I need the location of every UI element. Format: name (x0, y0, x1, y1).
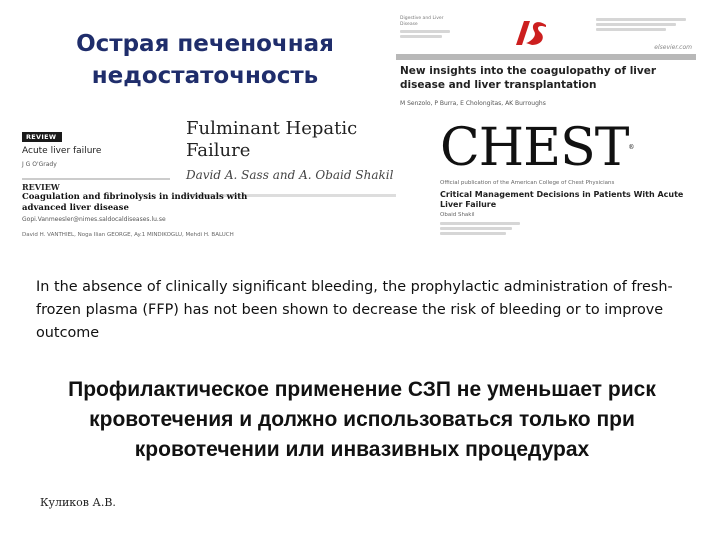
review-title: Acute liver failure (22, 146, 102, 156)
article-clip-coagulopathy (396, 14, 696, 114)
review2-authors: David H. VANTHIEL, Noga Ilian GEORGE, Ay.1 MINDIKOGLU, Mehdi H. BALUCH (22, 232, 234, 238)
journal-header (396, 14, 696, 60)
review2-title: Coagulation and fibrinolysis in individuals with advanced liver disease (22, 192, 248, 213)
article-authors: M Senzolo, P Burra, E Cholongitas, AK Burroughs (400, 100, 546, 107)
journal-header-left: Digestive and Liver Disease (400, 16, 460, 40)
english-quote: In the absence of clinically significant bleeding, the prophylactic administration of fresh-frozen plasma (FFP) has not been shown to decrease the risk of bleeding or to improve outcome (36, 279, 673, 341)
chest-logo: CHEST® (440, 118, 634, 178)
author-footer: Куликов А.В. (40, 496, 116, 509)
chest-official-line: Official publication of the American College of Chest Physicians (440, 180, 615, 186)
chest-meta (440, 222, 700, 235)
article-clip-chest (440, 118, 700, 248)
chest-article-author: Obaid Shakil (440, 212, 475, 218)
article-clip-acute-liver-failure (22, 124, 187, 184)
publisher-brand: elsevier.com (654, 44, 692, 51)
chest-article-title: Critical Management Decisions in Patients With Acute Liver Failure (440, 190, 684, 209)
divider (22, 178, 170, 180)
fhf-authors: David A. Sass and A. Obaid Shakil (186, 168, 394, 182)
article-clip-fulminant-hepatic-failure (186, 118, 406, 182)
review-kind: REVIEW (22, 182, 60, 192)
article-title: New insights into the coagulopathy of liver disease and liver transplantation (400, 65, 657, 91)
review-author: J G O'Grady (22, 161, 57, 168)
journal-header-right (596, 16, 696, 33)
review2-email: Gopi.Vanmeesler@nimes.saldocaldiseases.lu.se (22, 216, 166, 223)
journal-logo-icon (512, 19, 548, 47)
russian-conclusion: Профилактическое применение СЗП не уменьшает риск кровотечения и должно использоваться только при кровотечении или инвазивных процедурах (68, 378, 656, 461)
review-badge: REVIEW (22, 132, 62, 142)
slide-title: Острая печеночная недостаточность (76, 31, 334, 89)
article-clip-coagulation-fibrinolysis (22, 182, 270, 252)
fhf-title: Fulminant Hepatic Failure (186, 118, 358, 161)
